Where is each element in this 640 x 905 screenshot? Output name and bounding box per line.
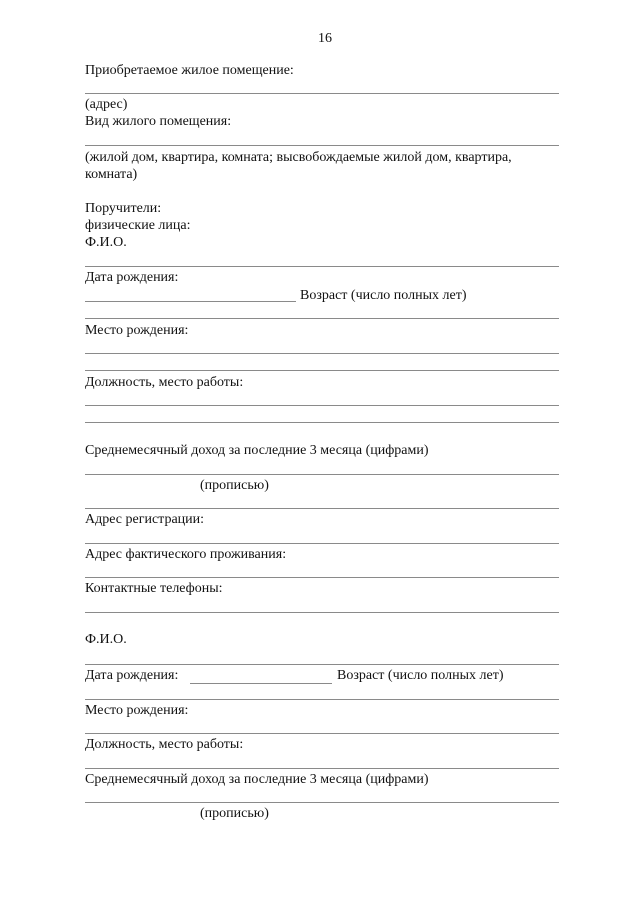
guarantors-label: Поручители: [85,201,162,216]
address-hint: (адрес) [85,97,128,112]
birth-place-label-2: Место рождения: [85,703,189,718]
income-line [85,474,559,475]
actual-address-label: Адрес фактического проживания: [85,547,287,562]
birth-place-line-3 [85,733,559,734]
reg-address-label: Адрес регистрации: [85,512,205,527]
in-words-label: (прописью) [200,478,269,493]
dwelling-type-line [85,145,559,146]
birth-date-label-2: Дата рождения: [85,668,179,683]
age-line-2 [85,699,559,700]
age-label: Возраст (число полных лет) [300,288,467,303]
birth-place-label: Место рождения: [85,323,189,338]
phones-label: Контактные телефоны: [85,581,223,596]
dwelling-hint-line1: (жилой дом, квартира, комната; высвобождаемые жилой дом, квартира, [85,150,512,165]
phones-line [85,612,559,613]
age-label-2: Возраст (число полных лет) [337,668,504,683]
position-label: Должность, место работы: [85,375,244,390]
position-label-2: Должность, место работы: [85,737,244,752]
income-line-2 [85,802,559,803]
fio-line [85,266,559,267]
actual-address-line [85,577,559,578]
in-words-label-2: (прописью) [200,806,269,821]
position-line-2 [85,422,559,423]
fio-line-2 [85,664,559,665]
property-label: Приобретаемое жилое помещение: [85,63,294,78]
birth-place-line-1 [85,353,559,354]
birth-date-label: Дата рождения: [85,270,179,285]
page-number: 16 [318,31,332,46]
individuals-label: физические лица: [85,218,191,233]
birth-place-line-2 [85,370,559,371]
dwelling-hint-line2: комната) [85,167,138,182]
position-line-1 [85,405,559,406]
income-label: Среднемесячный доход за последние 3 месяца (цифрами) [85,443,429,458]
address-line [85,93,559,94]
birth-date-line [85,301,296,302]
fio-label: Ф.И.О. [85,235,127,250]
position-line-3 [85,768,559,769]
in-words-line [85,508,559,509]
age-line [85,318,559,319]
income-label-2: Среднемесячный доход за последние 3 месяца (цифрами) [85,772,429,787]
birth-date-line-2 [190,683,332,684]
fio-label-2: Ф.И.О. [85,632,127,647]
reg-address-line [85,543,559,544]
dwelling-type-label: Вид жилого помещения: [85,114,232,129]
